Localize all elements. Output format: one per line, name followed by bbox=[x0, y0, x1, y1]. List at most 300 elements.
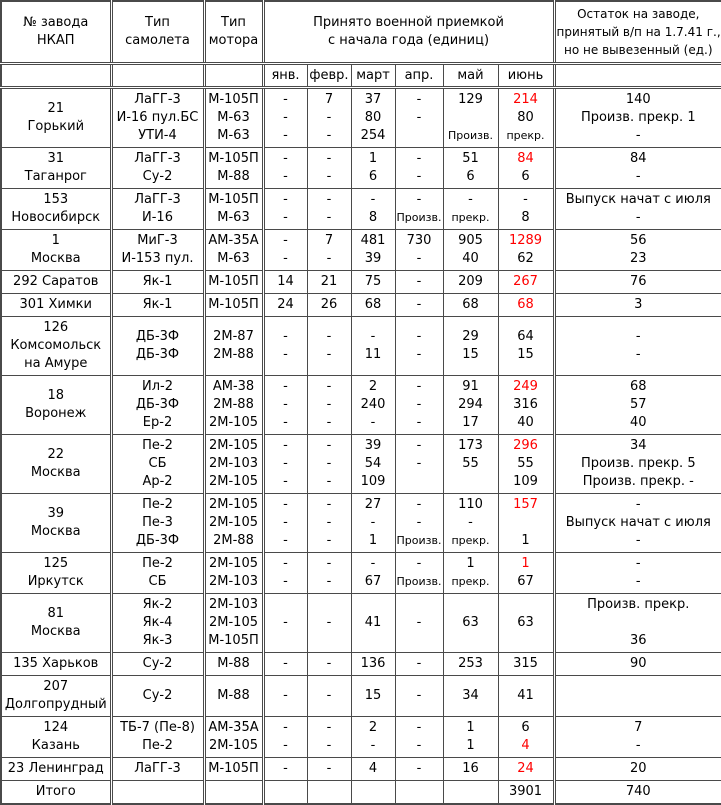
month-cell bbox=[263, 189, 307, 230]
cell-line: - bbox=[635, 210, 641, 225]
highlighted-value: 267 bbox=[513, 274, 538, 289]
header-aircraft-type-line2: самолета bbox=[125, 33, 190, 48]
month-cell bbox=[351, 317, 395, 376]
table-row bbox=[1, 376, 721, 435]
table-row bbox=[1, 553, 721, 594]
factory-cell bbox=[1, 717, 111, 758]
cell-line: 2М-105 bbox=[209, 497, 258, 512]
cell-line: 76 bbox=[630, 274, 647, 289]
cell-line: 124 bbox=[43, 720, 69, 735]
factory-cell bbox=[1, 294, 111, 317]
cell-line: Як-3 bbox=[142, 633, 173, 648]
cell-line: - bbox=[370, 515, 376, 530]
cell-line: Произв. прекр. - bbox=[582, 474, 694, 489]
month-cell bbox=[498, 594, 554, 653]
cell-line bbox=[445, 596, 497, 614]
cell-line: 40 bbox=[462, 251, 479, 266]
aircraft-type-cell bbox=[111, 758, 204, 781]
month-cell bbox=[395, 494, 443, 553]
factory-cell bbox=[1, 494, 111, 553]
table-row bbox=[1, 317, 721, 376]
cell-line bbox=[397, 632, 442, 650]
cell-line: - bbox=[416, 438, 422, 453]
header-empty-remainder bbox=[554, 64, 721, 88]
highlighted-value: 1 bbox=[521, 556, 530, 571]
remainder-cell bbox=[554, 317, 721, 376]
cell-line: - bbox=[416, 192, 422, 207]
aircraft-type-cell bbox=[111, 88, 204, 148]
month-header-apr: апр. bbox=[395, 64, 443, 88]
cell-line: - bbox=[370, 192, 376, 207]
cell-line: - bbox=[326, 556, 332, 571]
cell-line: 23 bbox=[630, 251, 647, 266]
cell-line: Су-2 bbox=[142, 688, 173, 703]
motor-type-cell bbox=[204, 435, 263, 494]
cell-line bbox=[445, 473, 497, 491]
cell-line: 6 bbox=[466, 169, 475, 184]
cell-line: 55 bbox=[517, 456, 534, 471]
month-cell bbox=[351, 88, 395, 148]
cell-line: - bbox=[326, 210, 332, 225]
remainder-cell bbox=[554, 594, 721, 653]
cell-line: 16 bbox=[462, 761, 479, 776]
cell-line: М-105П bbox=[208, 297, 259, 312]
remainder-cell bbox=[554, 271, 721, 294]
cell-line bbox=[309, 632, 350, 650]
header-factory-line2: НКАП bbox=[36, 33, 75, 48]
cell-line bbox=[500, 514, 552, 532]
highlighted-value: 157 bbox=[513, 497, 538, 512]
cell-line: - bbox=[416, 397, 422, 412]
cell-line: ТБ-7 (Пе-8) bbox=[120, 720, 195, 735]
month-cell bbox=[443, 758, 498, 781]
month-cell bbox=[498, 376, 554, 435]
month-cell bbox=[351, 148, 395, 189]
cell-line: 140 bbox=[625, 92, 651, 107]
cell-line: ДБ-3Ф bbox=[135, 397, 180, 412]
month-cell bbox=[263, 435, 307, 494]
remainder-cell bbox=[554, 88, 721, 148]
cell-line: 6 bbox=[521, 720, 530, 735]
cell-line: 2М-105 bbox=[209, 556, 258, 571]
aircraft-type-cell bbox=[111, 189, 204, 230]
month-cell bbox=[263, 271, 307, 294]
cell-line: 40 bbox=[630, 415, 647, 430]
highlighted-value: 24 bbox=[517, 761, 534, 776]
month-cell bbox=[263, 758, 307, 781]
factory-cell bbox=[1, 271, 111, 294]
header-motor-type-line1: Тип bbox=[221, 15, 246, 30]
month-cell bbox=[395, 653, 443, 676]
cell-line: - bbox=[283, 251, 288, 266]
month-cell bbox=[351, 781, 395, 805]
aircraft-type-cell bbox=[111, 594, 204, 653]
cell-line: - bbox=[326, 379, 332, 394]
cell-line: 51 bbox=[462, 151, 479, 166]
remainder-cell bbox=[554, 376, 721, 435]
month-cell bbox=[351, 294, 395, 317]
cell-line: - bbox=[326, 656, 332, 671]
cell-line: Ил-2 bbox=[142, 379, 173, 394]
cell-line: 7 bbox=[324, 92, 334, 107]
header-row-months bbox=[1, 64, 721, 88]
header-accepted-group bbox=[263, 1, 554, 64]
highlighted-value: 68 bbox=[517, 297, 534, 312]
table-row bbox=[1, 653, 721, 676]
cell-line: - bbox=[326, 515, 332, 530]
highlighted-value: 249 bbox=[513, 379, 538, 394]
remainder-cell bbox=[554, 717, 721, 758]
cell-line: - bbox=[416, 497, 422, 512]
cell-line: М-88 bbox=[217, 688, 250, 703]
cell-line: 63 bbox=[517, 615, 534, 630]
cell-line: - bbox=[283, 329, 288, 344]
aircraft-type-cell bbox=[111, 781, 204, 805]
table-row bbox=[1, 189, 721, 230]
highlighted-value: 214 bbox=[513, 92, 538, 107]
cell-line: - bbox=[635, 574, 641, 589]
cell-line: - bbox=[326, 474, 332, 489]
cell-line: Москва bbox=[30, 251, 81, 266]
cell-line: М-105П bbox=[208, 92, 259, 107]
cell-line: 207 bbox=[43, 679, 69, 694]
month-header-feb: февр. bbox=[307, 64, 351, 88]
cell-line: 37 bbox=[364, 92, 382, 107]
month-cell bbox=[395, 758, 443, 781]
remainder-cell bbox=[554, 781, 721, 805]
header-remainder-line1: Остаток на заводе, bbox=[577, 7, 700, 21]
aircraft-type-cell bbox=[111, 271, 204, 294]
month-cell bbox=[395, 781, 443, 805]
cell-line: М-88 bbox=[217, 656, 250, 671]
cell-line: Долгопрудный bbox=[4, 697, 107, 712]
cell-line: - bbox=[283, 347, 288, 362]
cell-line: - bbox=[283, 688, 288, 703]
cell-line: М-63 bbox=[217, 251, 250, 266]
cell-line: 68 bbox=[364, 297, 382, 312]
month-cell bbox=[263, 376, 307, 435]
cell-line: - bbox=[283, 656, 288, 671]
cell-line: - bbox=[416, 720, 422, 735]
cell-line: на Амуре bbox=[24, 356, 88, 371]
table-row bbox=[1, 758, 721, 781]
month-cell bbox=[307, 553, 351, 594]
cell-line: - bbox=[416, 297, 422, 312]
aircraft-type-cell bbox=[111, 230, 204, 271]
month-cell bbox=[498, 435, 554, 494]
cell-line bbox=[445, 783, 497, 801]
factory-cell bbox=[1, 676, 111, 717]
cell-line: 36 bbox=[630, 633, 647, 648]
total-label-cell bbox=[1, 781, 111, 805]
cell-line: - bbox=[416, 347, 422, 362]
cell-line: - bbox=[635, 347, 641, 362]
cell-line: 21 bbox=[320, 274, 338, 289]
month-cell bbox=[498, 758, 554, 781]
cell-line: Пе-2 bbox=[142, 738, 173, 753]
cell-line: - bbox=[416, 761, 422, 776]
month-cell bbox=[395, 317, 443, 376]
cell-line: Произв. прекр. bbox=[587, 597, 690, 612]
month-cell bbox=[395, 88, 443, 148]
cell-line: 2 bbox=[368, 720, 378, 735]
month-cell bbox=[351, 189, 395, 230]
cell-line: 2М-103 bbox=[209, 574, 258, 589]
cell-line: - bbox=[283, 615, 288, 630]
month-cell bbox=[351, 230, 395, 271]
month-cell bbox=[443, 494, 498, 553]
motor-type-cell bbox=[204, 317, 263, 376]
cell-line: Казань bbox=[31, 738, 80, 753]
cell-line: Произв. bbox=[448, 129, 493, 142]
motor-type-cell bbox=[204, 653, 263, 676]
cell-line: прекр. bbox=[451, 575, 490, 588]
cell-line: - bbox=[326, 497, 332, 512]
cell-line: 2М-105 bbox=[209, 415, 258, 430]
cell-line: Произв. bbox=[396, 534, 442, 547]
header-aircraft-type bbox=[111, 1, 204, 64]
cell-line: - bbox=[283, 738, 288, 753]
cell-line: - bbox=[326, 688, 332, 703]
table-body bbox=[1, 88, 721, 805]
header-empty-motor bbox=[204, 64, 263, 88]
month-cell bbox=[395, 676, 443, 717]
cell-line: 54 bbox=[364, 456, 382, 471]
month-cell bbox=[395, 189, 443, 230]
header-motor-type bbox=[204, 1, 263, 64]
header-remainder-line3: но не вывезенный (ед.) bbox=[564, 43, 713, 57]
header-empty-aircraft bbox=[111, 64, 204, 88]
month-cell bbox=[443, 271, 498, 294]
table-row bbox=[1, 717, 721, 758]
month-cell bbox=[307, 653, 351, 676]
cell-line: М-105П bbox=[208, 192, 259, 207]
cell-line: 17 bbox=[462, 415, 479, 430]
cell-line bbox=[266, 596, 306, 614]
factory-cell bbox=[1, 653, 111, 676]
month-cell bbox=[443, 676, 498, 717]
month-header-jun: июнь bbox=[498, 64, 554, 88]
cell-line: ЛаГГ-3 bbox=[134, 92, 181, 107]
cell-line: 1 bbox=[466, 720, 475, 735]
cell-line: Ар-2 bbox=[142, 474, 173, 489]
cell-line: 7 bbox=[634, 720, 643, 735]
cell-line: 2М-105 bbox=[209, 474, 258, 489]
month-cell bbox=[263, 294, 307, 317]
cell-line: - bbox=[283, 556, 288, 571]
remainder-cell bbox=[554, 230, 721, 271]
cell-line: - bbox=[326, 347, 332, 362]
cell-line: 67 bbox=[364, 574, 382, 589]
month-header-may: май bbox=[443, 64, 498, 88]
cell-line: 2 bbox=[368, 379, 378, 394]
cell-line: ЛаГГ-3 bbox=[134, 192, 181, 207]
cell-line: - bbox=[326, 415, 332, 430]
cell-line: Произв. bbox=[396, 575, 442, 588]
cell-line: АМ-35А bbox=[208, 720, 259, 735]
cell-line bbox=[353, 632, 394, 650]
cell-line: - bbox=[283, 233, 288, 248]
cell-line: Москва bbox=[30, 624, 81, 639]
cell-line: - bbox=[635, 497, 641, 512]
cell-line: Произв. прекр. 5 bbox=[580, 456, 696, 471]
highlighted-value: 84 bbox=[517, 151, 534, 166]
remainder-cell bbox=[554, 189, 721, 230]
cell-line: - bbox=[283, 110, 288, 125]
motor-type-cell bbox=[204, 88, 263, 148]
month-cell bbox=[351, 653, 395, 676]
month-cell bbox=[351, 594, 395, 653]
cell-line: - bbox=[468, 515, 473, 530]
cell-line: 240 bbox=[360, 397, 386, 412]
cell-line: 209 bbox=[458, 274, 483, 289]
table-row bbox=[1, 271, 721, 294]
cell-line: Як-4 bbox=[142, 615, 173, 630]
cell-line: 39 bbox=[364, 438, 382, 453]
cell-line: Ер-2 bbox=[142, 415, 173, 430]
cell-line: М-63 bbox=[217, 110, 250, 125]
cell-line: 301 Химки bbox=[19, 297, 92, 312]
motor-type-cell bbox=[204, 294, 263, 317]
month-cell bbox=[443, 189, 498, 230]
month-cell bbox=[307, 594, 351, 653]
cell-line: 57 bbox=[630, 397, 647, 412]
cell-line: М-63 bbox=[217, 210, 250, 225]
cell-line: 11 bbox=[364, 347, 382, 362]
month-cell bbox=[498, 317, 554, 376]
month-cell bbox=[395, 435, 443, 494]
cell-line: - bbox=[370, 329, 376, 344]
cell-line: 31 bbox=[47, 151, 65, 166]
cell-line: - bbox=[416, 688, 422, 703]
cell-line: 68 bbox=[630, 379, 647, 394]
header-remainder bbox=[554, 1, 721, 64]
highlighted-value: 4 bbox=[521, 738, 530, 753]
aircraft-type-cell bbox=[111, 553, 204, 594]
header-accepted-line1: Принято военной приемкой bbox=[313, 15, 504, 30]
month-cell bbox=[498, 230, 554, 271]
cell-line: 15 bbox=[462, 347, 479, 362]
cell-line: - bbox=[416, 110, 422, 125]
factory-cell bbox=[1, 376, 111, 435]
month-cell bbox=[307, 271, 351, 294]
month-cell bbox=[498, 189, 554, 230]
cell-line bbox=[557, 614, 721, 632]
cell-line: 135 Харьков bbox=[13, 656, 99, 671]
month-cell bbox=[263, 594, 307, 653]
month-cell bbox=[263, 494, 307, 553]
cell-line: Иркутск bbox=[27, 574, 84, 589]
cell-line: - bbox=[416, 415, 422, 430]
cell-line: - bbox=[468, 192, 473, 207]
month-cell bbox=[443, 781, 498, 805]
month-cell bbox=[263, 653, 307, 676]
cell-line bbox=[266, 632, 306, 650]
cell-line: - bbox=[326, 329, 332, 344]
cell-line: Таганрог bbox=[24, 169, 87, 184]
month-cell bbox=[307, 758, 351, 781]
cell-line: 153 bbox=[43, 192, 69, 207]
month-cell bbox=[307, 148, 351, 189]
month-cell bbox=[395, 376, 443, 435]
cell-line: 34 bbox=[630, 438, 647, 453]
aircraft-type-cell bbox=[111, 676, 204, 717]
motor-type-cell bbox=[204, 553, 263, 594]
month-cell bbox=[307, 230, 351, 271]
month-cell bbox=[395, 294, 443, 317]
cell-line: - bbox=[416, 656, 422, 671]
cell-line: - bbox=[326, 456, 332, 471]
cell-line: Пе-3 bbox=[142, 515, 173, 530]
cell-line: 1 bbox=[51, 233, 60, 248]
cell-line: Су-2 bbox=[142, 169, 173, 184]
month-cell bbox=[498, 494, 554, 553]
cell-line: - bbox=[326, 110, 332, 125]
cell-line: - bbox=[283, 192, 288, 207]
cell-line: - bbox=[416, 456, 422, 471]
cell-line: МиГ-3 bbox=[137, 233, 178, 248]
cell-line: 173 bbox=[458, 438, 483, 453]
cell-line: - bbox=[326, 438, 332, 453]
cell-line: 80 bbox=[517, 110, 534, 125]
cell-line: - bbox=[326, 251, 332, 266]
remainder-cell bbox=[554, 653, 721, 676]
cell-line: - bbox=[416, 738, 422, 753]
motor-type-cell bbox=[204, 494, 263, 553]
cell-line: - bbox=[635, 533, 641, 548]
cell-line: И-153 пул. bbox=[121, 251, 194, 266]
month-cell bbox=[395, 148, 443, 189]
header-remainder-line2: принятый в/п на 1.7.41 г., bbox=[556, 25, 721, 39]
remainder-cell bbox=[554, 758, 721, 781]
cell-line: - bbox=[283, 397, 288, 412]
cell-line: 41 bbox=[517, 688, 534, 703]
month-cell bbox=[307, 494, 351, 553]
cell-line bbox=[114, 783, 202, 801]
cell-line: 253 bbox=[458, 656, 483, 671]
cell-line: - bbox=[326, 533, 332, 548]
cell-line: Пе-2 bbox=[142, 497, 173, 512]
cell-line: - bbox=[635, 128, 641, 143]
cell-line: 55 bbox=[462, 456, 479, 471]
month-cell bbox=[351, 758, 395, 781]
month-header-jan: янв. bbox=[263, 64, 307, 88]
cell-line: - bbox=[416, 515, 422, 530]
month-cell bbox=[498, 717, 554, 758]
aircraft-type-cell bbox=[111, 435, 204, 494]
cell-line: - bbox=[283, 169, 288, 184]
month-cell bbox=[263, 781, 307, 805]
cell-line: 2М-105 bbox=[209, 515, 258, 530]
cell-line: Выпуск начат с июля bbox=[565, 515, 711, 530]
month-cell bbox=[307, 189, 351, 230]
cell-line: прекр. bbox=[506, 129, 545, 142]
factory-cell bbox=[1, 230, 111, 271]
cell-line: Произв. bbox=[396, 211, 442, 224]
factory-cell bbox=[1, 317, 111, 376]
cell-line bbox=[353, 596, 394, 614]
month-header-mar: март bbox=[351, 64, 395, 88]
cell-line: 2М-88 bbox=[213, 347, 254, 362]
header-row-main bbox=[1, 1, 721, 64]
month-cell bbox=[351, 717, 395, 758]
aircraft-type-cell bbox=[111, 148, 204, 189]
cell-line: - bbox=[416, 151, 422, 166]
cell-line: - bbox=[283, 415, 288, 430]
month-cell bbox=[307, 435, 351, 494]
cell-line bbox=[207, 783, 261, 801]
month-cell bbox=[351, 494, 395, 553]
